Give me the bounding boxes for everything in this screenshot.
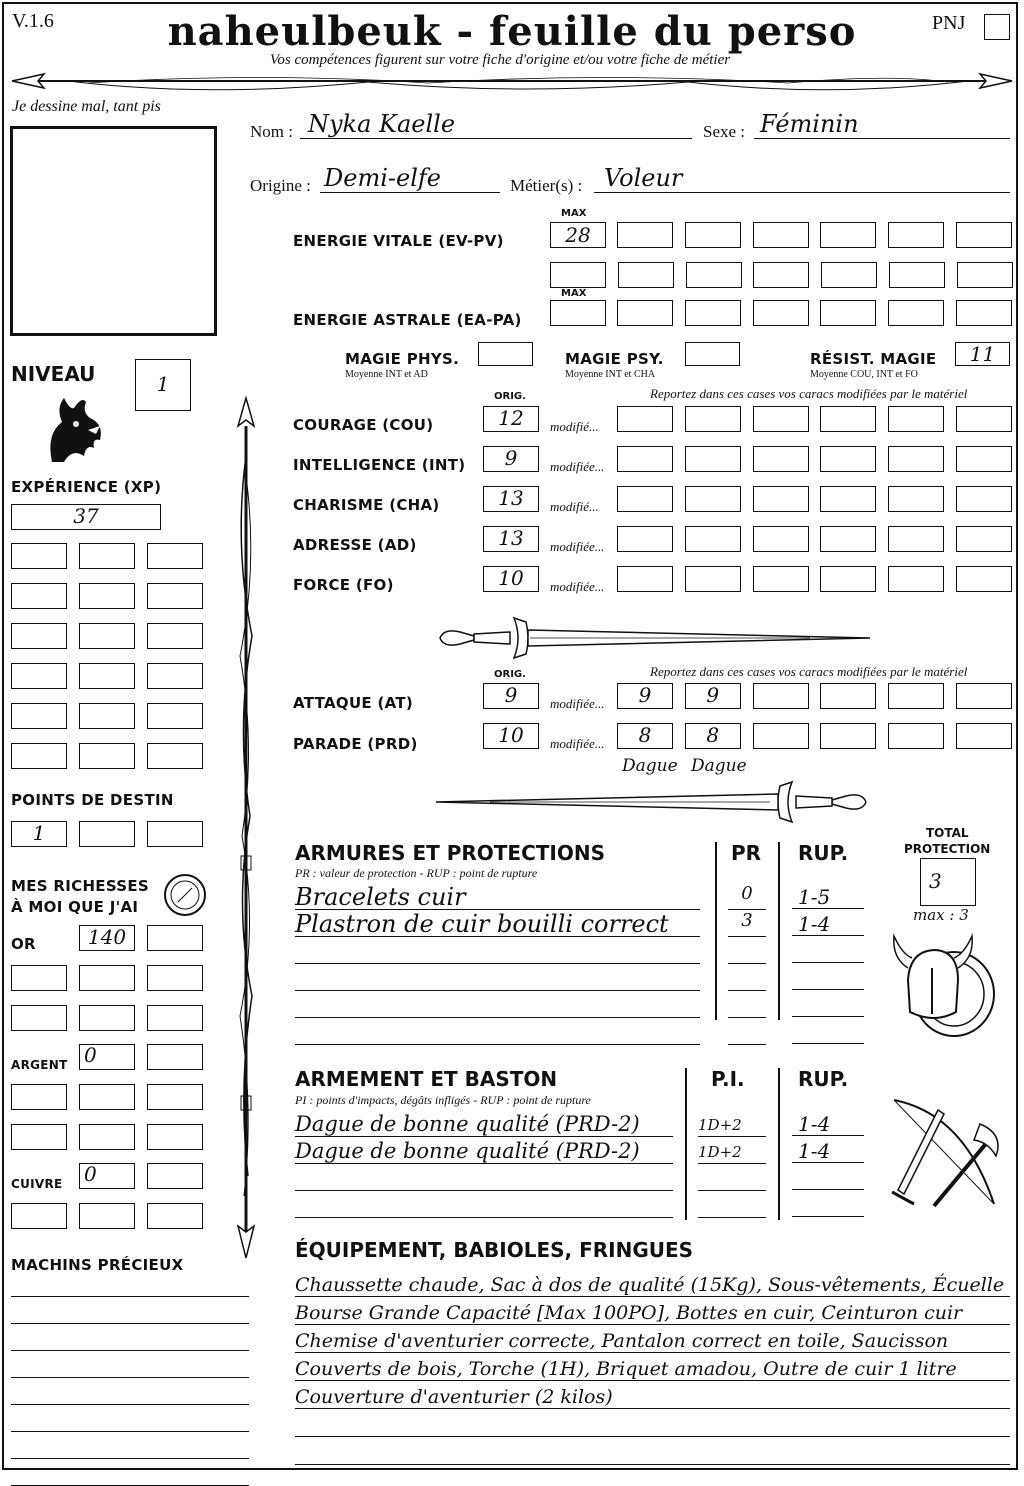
magie-psy-note: Moyenne INT et CHA (565, 369, 656, 380)
ev-label: ENERGIE VITALE (EV-PV) (293, 232, 504, 250)
prd-mod-box-3[interactable] (753, 723, 809, 749)
magie-phys-box[interactable] (478, 342, 533, 366)
vertical-spear-icon (228, 396, 264, 1262)
sheet-title: naheulbeuk - feuille du perso (167, 8, 857, 55)
prd-mod-box-1[interactable]: 8 (617, 723, 673, 749)
prd-mod-box-2[interactable]: 8 (685, 723, 741, 749)
prd-mod-label: modifiée... (550, 736, 605, 751)
carac-mod-label-5: modifiée... (550, 579, 605, 594)
richesses-box-2-1[interactable] (11, 1005, 67, 1031)
armures-note: PR : valeur de protection - RUP : point de rupture (295, 866, 538, 880)
richesses-box-1-1[interactable] (11, 965, 67, 991)
carac-label-2: INTELLIGENCE (INT) (293, 456, 466, 474)
richesses-box-1-2[interactable] (79, 965, 135, 991)
richesses-label-2: À MOI QUE J'AI (11, 898, 139, 916)
ea-label: ENERGIE ASTRALE (EA-PA) (293, 311, 522, 329)
combat-orig-label: ORIG. (494, 669, 526, 680)
armement-row-rup-4[interactable] (792, 1193, 864, 1217)
carac-mod-box-4-5[interactable] (888, 526, 944, 552)
richesses-box-3-2[interactable] (79, 1084, 135, 1110)
carac-mod-box-4-6[interactable] (956, 526, 1012, 552)
armure-row-pr-3[interactable] (728, 939, 766, 964)
carac-mod-box-3-2[interactable] (685, 486, 741, 512)
carac-mod-box-4-1[interactable] (617, 526, 673, 552)
max-protection-note: max : 3 (913, 906, 969, 924)
armure-row-pr-6[interactable] (728, 1020, 766, 1045)
armement-divider-2 (778, 1068, 780, 1220)
richesses-box-4-3[interactable] (147, 1124, 203, 1150)
richesses-box-4-2[interactable] (79, 1124, 135, 1150)
resist-magie-label: RÉSIST. MAGIE (810, 350, 937, 368)
portrait-box[interactable] (10, 126, 217, 336)
sheet-subtitle: Vos compétences figurent sur votre fiche d'origine et/ou votre fiche de métier (269, 52, 731, 68)
xp-box-5-1[interactable] (11, 703, 67, 729)
carac-mod-box-3-6[interactable] (956, 486, 1012, 512)
metier-value: Voleur (604, 164, 683, 192)
weapon-label-1: Dague (622, 756, 678, 776)
xp-box-4-3[interactable] (147, 663, 203, 689)
armure-row-name-2[interactable]: Plastron de cuir bouilli correct (295, 912, 700, 937)
xp-box-4-2[interactable] (79, 663, 135, 689)
ev-row1-box-6[interactable] (956, 222, 1012, 248)
richesses-box-2-2[interactable] (79, 1005, 135, 1031)
weapon-label-2: Dague (691, 756, 747, 776)
carac-mod-box-3-4[interactable] (820, 486, 876, 512)
richesses-box-5-3[interactable] (147, 1203, 203, 1229)
carac-mod-box-5-4[interactable] (820, 566, 876, 592)
ea-row-box-6[interactable] (956, 300, 1012, 326)
ea-row-box-1[interactable] (617, 300, 673, 326)
or-label: OR (11, 935, 36, 953)
carac-mod-label-1: modifié... (550, 419, 599, 434)
armures-divider-2 (778, 842, 780, 1020)
carac-mod-box-1-1[interactable] (617, 406, 673, 432)
caracs-orig-label: ORIG. (494, 391, 526, 402)
nom-label: Nom : (250, 122, 293, 141)
magie-psy-box[interactable] (685, 342, 740, 366)
richesses-label-1: MES RICHESSES (11, 877, 150, 895)
machins-line-1[interactable] (11, 1276, 249, 1297)
nom-value: Nyka Kaelle (308, 110, 456, 138)
ev-row1-box-5[interactable] (888, 222, 944, 248)
armement-row-name-3[interactable] (295, 1166, 673, 1191)
xp-box-6-1[interactable] (11, 743, 67, 769)
machins-line-2[interactable] (11, 1303, 249, 1324)
pnj-label: PNJ (932, 12, 966, 34)
armement-row-pi-1[interactable]: 1D+2 (698, 1112, 766, 1137)
armement-row-pi-4[interactable] (698, 1193, 766, 1218)
carac-label-4: ADRESSE (AD) (293, 536, 417, 554)
xp-box-1-2[interactable] (79, 543, 135, 569)
richesses-box-1-3[interactable] (147, 965, 203, 991)
carac-mod-box-3-5[interactable] (888, 486, 944, 512)
ev-row2-box-2[interactable] (618, 262, 674, 288)
xp-box-2-1[interactable] (11, 583, 67, 609)
at-mod-box-6[interactable] (956, 683, 1012, 709)
carac-mod-box-4-3[interactable] (753, 526, 809, 552)
xp-box-2-2[interactable] (79, 583, 135, 609)
carac-mod-box-2-5[interactable] (888, 446, 944, 472)
total-protection-box[interactable]: 3 (920, 858, 976, 906)
armement-pi-header: P.I. (711, 1067, 745, 1091)
cuivre-label: CUIVRE (11, 1177, 63, 1191)
helmet-shield-icon (888, 928, 1000, 1038)
armure-row-name-1[interactable]: Bracelets cuir (295, 885, 700, 910)
armement-row-pi-2[interactable]: 1D+2 (698, 1139, 766, 1164)
at-mod-box-3[interactable] (753, 683, 809, 709)
at-mod-box-1[interactable]: 9 (617, 683, 673, 709)
xp-box-1-1[interactable] (11, 543, 67, 569)
xp-box-5-2[interactable] (79, 703, 135, 729)
armure-row-rup-5[interactable] (792, 993, 864, 1017)
armure-row-name-5[interactable] (295, 993, 700, 1018)
armure-row-name-4[interactable] (295, 966, 700, 991)
armure-row-rup-3[interactable] (792, 939, 864, 963)
xp-box-2-3[interactable] (147, 583, 203, 609)
armure-row-pr-5[interactable] (728, 993, 766, 1018)
origine-label: Origine : (250, 176, 311, 195)
carac-mod-label-4: modifiée... (550, 539, 605, 554)
destin-box-1[interactable]: 1 (11, 821, 67, 847)
resist-magie-note: Moyenne COU, INT et FO (810, 369, 918, 380)
armures-pr-header: PR (731, 841, 762, 865)
magie-phys-label: MAGIE PHYS. (345, 350, 460, 368)
ea-row-box-5[interactable] (888, 300, 944, 326)
xp-box-3-2[interactable] (79, 623, 135, 649)
armure-row-pr-4[interactable] (728, 966, 766, 991)
carac-mod-box-4-2[interactable] (685, 526, 741, 552)
carac-mod-box-4-4[interactable] (820, 526, 876, 552)
armement-row-pi-3[interactable] (698, 1166, 766, 1191)
version-label: V.1.6 (12, 10, 54, 32)
or-box[interactable]: 140 (79, 925, 135, 951)
armure-row-rup-4[interactable] (792, 966, 864, 990)
ea-max-label: MAX (561, 288, 587, 299)
machins-line-6[interactable] (11, 1411, 249, 1432)
xp-box-4-1[interactable] (11, 663, 67, 689)
richesses-box-2-3[interactable] (147, 1005, 203, 1031)
dragon-icon (42, 394, 106, 464)
total-protection-label-2: PROTECTION (904, 842, 991, 856)
equipement-line-1[interactable]: Chaussette chaude, Sac à dos de qualité (15Kg), Sous-vêtements, Écuelle (295, 1272, 1010, 1297)
ev-max-label: MAX (561, 208, 587, 219)
equipement-line-2[interactable]: Bourse Grande Capacité [Max 100PO], Bottes en cuir, Ceinturon cuir (295, 1300, 1010, 1325)
carac-label-3: CHARISME (CHA) (293, 496, 440, 514)
xp-box-6-3[interactable] (147, 743, 203, 769)
carac-mod-box-1-4[interactable] (820, 406, 876, 432)
carac-mod-box-5-1[interactable] (617, 566, 673, 592)
armure-row-rup-6[interactable] (792, 1020, 864, 1044)
at-mod-box-2[interactable]: 9 (685, 683, 741, 709)
portrait-caption: Je dessine mal, tant pis (12, 98, 161, 115)
carac-mod-box-5-5[interactable] (888, 566, 944, 592)
equipement-line-7[interactable] (295, 1440, 1010, 1465)
machins-line-8[interactable] (11, 1465, 249, 1486)
ev-row2-box-5[interactable] (821, 262, 877, 288)
richesses-box-4-1[interactable] (11, 1124, 67, 1150)
at-orig-box[interactable]: 9 (483, 683, 539, 709)
armure-row-rup-2[interactable]: 1-4 (792, 912, 864, 936)
argent-box[interactable]: 0 (79, 1044, 135, 1070)
armure-row-pr-2[interactable]: 3 (728, 912, 766, 937)
coin-icon (162, 872, 208, 918)
armement-note: PI : points d'impacts, dégâts infligés - RUP : point de rupture (295, 1093, 591, 1107)
carac-orig-box-1[interactable]: 12 (483, 406, 539, 432)
origine-value: Demi-elfe (324, 164, 441, 192)
machins-line-4[interactable] (11, 1357, 249, 1378)
armement-row-rup-2[interactable]: 1-4 (792, 1139, 864, 1163)
richesses-box-3-3[interactable] (147, 1084, 203, 1110)
xp-box-5-3[interactable] (147, 703, 203, 729)
resist-magie-box[interactable]: 11 (955, 342, 1010, 366)
metier-field[interactable] (594, 164, 1010, 193)
ev-row2-box-7[interactable] (957, 262, 1013, 288)
equipement-line-5[interactable]: Couverture d'aventurier (2 kilos) (295, 1384, 1010, 1409)
prd-mod-box-6[interactable] (956, 723, 1012, 749)
at-mod-box-5[interactable] (888, 683, 944, 709)
carac-mod-box-1-5[interactable] (888, 406, 944, 432)
carac-mod-label-2: modifiée... (550, 459, 605, 474)
at-label: ATTAQUE (AT) (293, 694, 414, 712)
carac-orig-box-4[interactable]: 13 (483, 526, 539, 552)
carac-mod-box-2-1[interactable] (617, 446, 673, 472)
carac-mod-box-2-4[interactable] (820, 446, 876, 472)
carac-mod-box-3-3[interactable] (753, 486, 809, 512)
origine-field[interactable] (320, 164, 500, 193)
sword-icon (430, 610, 876, 666)
carac-mod-box-2-6[interactable] (956, 446, 1012, 472)
prd-label: PARADE (PRD) (293, 735, 418, 753)
ea-row-box-3[interactable] (753, 300, 809, 326)
richesses-box-3-1[interactable] (11, 1084, 67, 1110)
sexe-value: Féminin (760, 110, 859, 138)
carac-mod-box-1-3[interactable] (753, 406, 809, 432)
xp-box-3-3[interactable] (147, 623, 203, 649)
ev-row1-box-1[interactable] (617, 222, 673, 248)
richesses-box-5-1[interactable] (11, 1203, 67, 1229)
ev-row1-box-2[interactable] (685, 222, 741, 248)
ea-max-box[interactable] (550, 300, 606, 326)
equipement-line-3[interactable]: Chemise d'aventurier correcte, Pantalon correct en toile, Saucisson (295, 1328, 1010, 1353)
ea-row-box-4[interactable] (820, 300, 876, 326)
combat-report-note: Reportez dans ces cases vos caracs modifiées par le matériel (650, 664, 968, 679)
richesses-box-5-2[interactable] (79, 1203, 135, 1229)
ea-row-box-2[interactable] (685, 300, 741, 326)
prd-mod-box-4[interactable] (820, 723, 876, 749)
ev-row2-box-6[interactable] (889, 262, 945, 288)
armement-divider-1 (685, 1068, 687, 1220)
destin-box-3[interactable] (147, 821, 203, 847)
cuivre-box-2[interactable] (147, 1163, 203, 1189)
armement-row-name-1[interactable]: Dague de bonne qualité (PRD-2) (295, 1112, 673, 1137)
niveau-label: NIVEAU (11, 362, 96, 386)
magie-psy-label: MAGIE PSY. (565, 350, 664, 368)
sexe-field[interactable] (754, 110, 1010, 139)
machins-line-7[interactable] (11, 1438, 249, 1459)
ev-row2-box-4[interactable] (753, 262, 809, 288)
armement-row-name-4[interactable] (295, 1193, 673, 1218)
argent-box-2[interactable] (147, 1044, 203, 1070)
xp-box[interactable]: 37 (11, 504, 161, 530)
sword-icon-2 (430, 774, 876, 830)
at-mod-label: modifiée... (550, 696, 605, 711)
armement-row-rup-1[interactable]: 1-4 (792, 1112, 864, 1136)
nom-field[interactable] (300, 110, 692, 139)
carac-mod-box-2-2[interactable] (685, 446, 741, 472)
armure-row-rup-1[interactable]: 1-5 (792, 885, 864, 909)
magie-phys-note: Moyenne INT et AD (345, 369, 428, 380)
carac-mod-box-3-1[interactable] (617, 486, 673, 512)
carac-orig-box-3[interactable]: 13 (483, 486, 539, 512)
machins-label: MACHINS PRÉCIEUX (11, 1256, 184, 1274)
cuivre-box[interactable]: 0 (79, 1163, 135, 1189)
armement-row-rup-3[interactable] (792, 1166, 864, 1190)
xp-label: EXPÉRIENCE (XP) (11, 478, 162, 496)
sexe-label: Sexe : (703, 122, 746, 141)
carac-label-5: FORCE (FO) (293, 576, 394, 594)
carac-label-1: COURAGE (COU) (293, 416, 434, 434)
carac-mod-box-1-6[interactable] (956, 406, 1012, 432)
metier-label: Métier(s) : (510, 176, 583, 195)
spear-divider-icon (8, 66, 1016, 102)
xp-box-1-3[interactable] (147, 543, 203, 569)
armures-title: ARMURES ET PROTECTIONS (295, 841, 605, 865)
equipement-title: ÉQUIPEMENT, BABIOLES, FRINGUES (295, 1238, 694, 1262)
machins-line-5[interactable] (11, 1384, 249, 1405)
weapons-icon (884, 1094, 1006, 1216)
ev-row2-box-1[interactable] (550, 262, 606, 288)
equipement-line-4[interactable]: Couverts de bois, Torche (1H), Briquet amadou, Outre de cuir 1 litre (295, 1356, 1010, 1381)
prd-mod-box-5[interactable] (888, 723, 944, 749)
carac-mod-box-2-3[interactable] (753, 446, 809, 472)
armure-row-pr-1[interactable]: 0 (728, 885, 766, 910)
carac-mod-label-3: modifié... (550, 499, 599, 514)
carac-mod-box-5-2[interactable] (685, 566, 741, 592)
armure-row-name-6[interactable] (295, 1020, 700, 1045)
carac-mod-box-5-6[interactable] (956, 566, 1012, 592)
destin-label: POINTS DE DESTIN (11, 791, 174, 809)
ev-row2-box-3[interactable] (686, 262, 742, 288)
niveau-box[interactable]: 1 (135, 359, 191, 411)
equipement-line-6[interactable] (295, 1412, 1010, 1437)
destin-box-2[interactable] (79, 821, 135, 847)
machins-line-3[interactable] (11, 1330, 249, 1351)
prd-orig-box[interactable]: 10 (483, 723, 539, 749)
carac-orig-box-2[interactable]: 9 (483, 446, 539, 472)
pnj-checkbox[interactable] (984, 14, 1010, 40)
armement-title: ARMEMENT ET BASTON (295, 1067, 558, 1091)
armement-rup-header: RUP. (798, 1067, 849, 1091)
ev-row1-box-4[interactable] (820, 222, 876, 248)
caracs-report-note: Reportez dans ces cases vos caracs modifiées par le matériel (650, 386, 968, 401)
armures-rup-header: RUP. (798, 841, 849, 865)
xp-box-3-1[interactable] (11, 623, 67, 649)
armure-row-name-3[interactable] (295, 939, 700, 964)
carac-mod-box-5-3[interactable] (753, 566, 809, 592)
or-box-2[interactable] (147, 925, 203, 951)
armement-row-name-2[interactable]: Dague de bonne qualité (PRD-2) (295, 1139, 673, 1164)
armures-divider-1 (715, 842, 717, 1020)
carac-mod-box-1-2[interactable] (685, 406, 741, 432)
xp-box-6-2[interactable] (79, 743, 135, 769)
ev-row1-box-3[interactable] (753, 222, 809, 248)
argent-label: ARGENT (11, 1058, 68, 1072)
ev-max-box[interactable]: 28 (550, 222, 606, 248)
total-protection-label-1: TOTAL (926, 826, 969, 840)
carac-orig-box-5[interactable]: 10 (483, 566, 539, 592)
at-mod-box-4[interactable] (820, 683, 876, 709)
